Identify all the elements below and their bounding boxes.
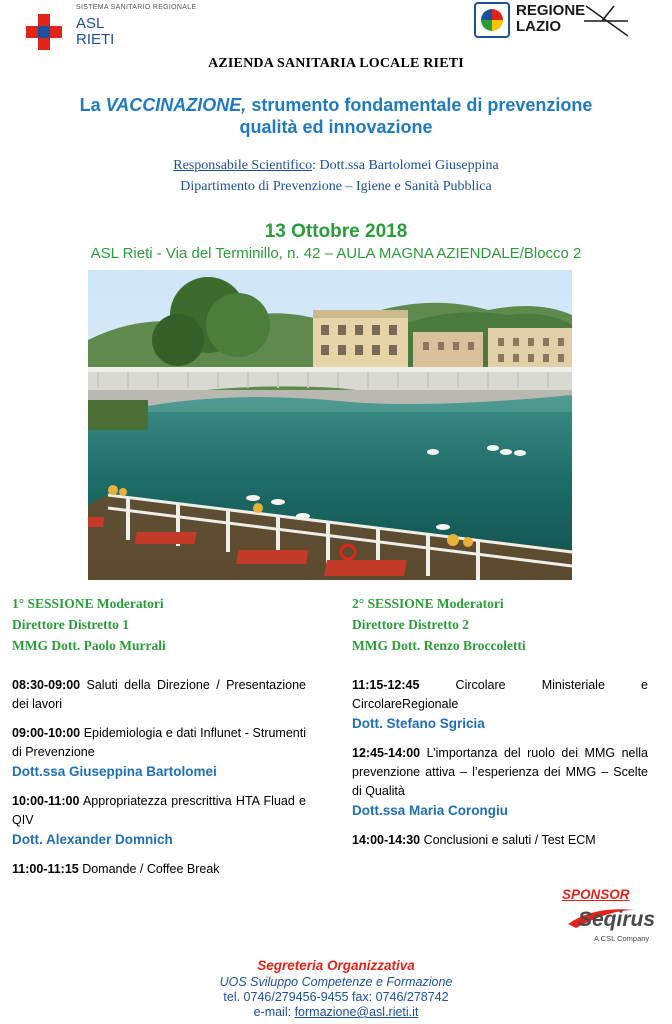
program-time: 12:45-14:00 (352, 746, 421, 760)
regione-lazio-logo (474, 2, 628, 42)
resp-label: Responsabile Scientifico (173, 158, 313, 173)
program-item-text (12, 860, 306, 879)
program-item (352, 831, 648, 850)
program-topic: Epidemiologia e dati Influnet - Strumenti di Prevenzione (12, 726, 306, 759)
session1-moderator-line3: MMG Dott. Paolo Murrali (12, 638, 166, 653)
title-prefix: La (79, 95, 106, 115)
scientific-responsible (0, 158, 672, 174)
program-speaker: Dott. Alexander Domnich (12, 832, 173, 847)
asl-logo-line2: RIETI (76, 31, 115, 48)
program-item-text (12, 792, 306, 830)
title-highlight: VACCINAZIONE, (105, 95, 247, 115)
program-time: 14:00-14:30 (352, 833, 421, 847)
event-title-line1 (0, 94, 672, 116)
resp-name: Dott.ssa Bartolomei Giuseppina (319, 158, 499, 173)
email-label: e-mail: (253, 1005, 295, 1019)
organizing-unit: UOS Sviluppo Competenze e Formazione (219, 975, 453, 989)
program-item (12, 860, 306, 879)
email-link[interactable]: formazione@asl.rieti.it (294, 1005, 419, 1019)
rieti-river-photo (88, 270, 572, 580)
program-time: 10:00-11:00 (12, 794, 80, 808)
lazio-emblem-icon (474, 2, 510, 38)
program-item-text (352, 831, 648, 850)
program-topic: Saluti della Direzione / Presentazione dei lavori (12, 678, 306, 711)
program-item-text (12, 676, 306, 714)
program-topic: L’importanza del ruolo dei MMG nella prevenzione attiva – l’esperienza dei MMG – Scelte di Qualità (352, 746, 648, 798)
program-speaker: Dott.ssa Giuseppina Bartolomei (12, 764, 217, 779)
program-topic: Appropriatezza prescrittiva HTA Fluad e QIV (12, 794, 306, 827)
program-item (12, 676, 306, 714)
program-item (352, 744, 648, 821)
program-topic: Circolare Ministeriale e CircolareRegionale (352, 678, 648, 711)
asl-system-text: SISTEMA SANITARIO REGIONALE (76, 4, 197, 11)
session2-program (352, 676, 648, 860)
contact-email (0, 1005, 672, 1019)
program-time: 11:15-12:45 (352, 678, 420, 692)
program-item-text (12, 724, 306, 762)
lazio-logo-line2: LAZIO (516, 18, 561, 35)
title-rest: strumento fondamentale di prevenzione (246, 95, 593, 115)
program-item-text (352, 744, 648, 801)
program-topic: Domande / Coffee Break (78, 862, 220, 876)
lazio-logo-line1: REGIONE (516, 2, 586, 19)
asl-logo-name (76, 16, 114, 48)
lazio-logo-text (516, 3, 585, 35)
program-time: 09:00-10:00 (12, 726, 81, 740)
department: Dipartimento di Prevenzione – Igiene e Sanità Pubblica (180, 179, 492, 194)
session2-moderator-line3: MMG Dott. Renzo Broccoletti (352, 638, 526, 653)
red-cross-icon (26, 14, 62, 50)
program-speaker: Dott.ssa Maria Corongiu (352, 803, 509, 818)
program-time: 11:00-11:15 (12, 862, 79, 876)
session1-title: 1° SESSIONE Moderatori (12, 596, 164, 611)
session2-moderator-line2: Direttore Distretto 2 (352, 617, 469, 632)
org-title: AZIENDA SANITARIA LOCALE RIETI (208, 56, 464, 71)
program-time: 08:30-09:00 (12, 678, 81, 692)
asl-logo-line1: ASL (76, 15, 105, 32)
event-date: 13 Ottobre 2018 (264, 221, 408, 242)
seqirus-logo (564, 904, 664, 946)
program-speaker: Dott. Stefano Sgricia (352, 716, 485, 731)
session1-header (12, 593, 332, 656)
program-item (352, 676, 648, 734)
session1-moderator-line2: Direttore Distretto 1 (12, 617, 129, 632)
sponsor-name: Seqirus (578, 908, 656, 931)
asl-rieti-logo (24, 4, 197, 56)
program-item (12, 724, 306, 782)
event-venue: ASL Rieti - Via del Terminillo, n. 42 – AULA MAGNA AZIENDALE/Blocco 2 (90, 245, 582, 262)
resp-sep: : (312, 158, 320, 173)
event-title (0, 94, 672, 138)
program-item-text (352, 676, 648, 714)
session1-program (12, 676, 306, 889)
lazio-lines-icon (584, 4, 628, 38)
organizing-secretariat-title: Segreteria Organizzativa (257, 958, 415, 973)
sponsor-label: SPONSOR (562, 887, 630, 902)
program-topic: Conclusioni e saluti / Test ECM (420, 833, 596, 847)
session2-header (352, 593, 662, 656)
sponsor-tagline: A CSL Company (594, 934, 650, 943)
program-item (12, 792, 306, 850)
event-title-line2: qualità ed innovazione (239, 117, 433, 137)
session2-title: 2° SESSIONE Moderatori (352, 596, 504, 611)
contact-phone: tel. 0746/279456-9455 fax: 0746/278742 (223, 990, 449, 1004)
